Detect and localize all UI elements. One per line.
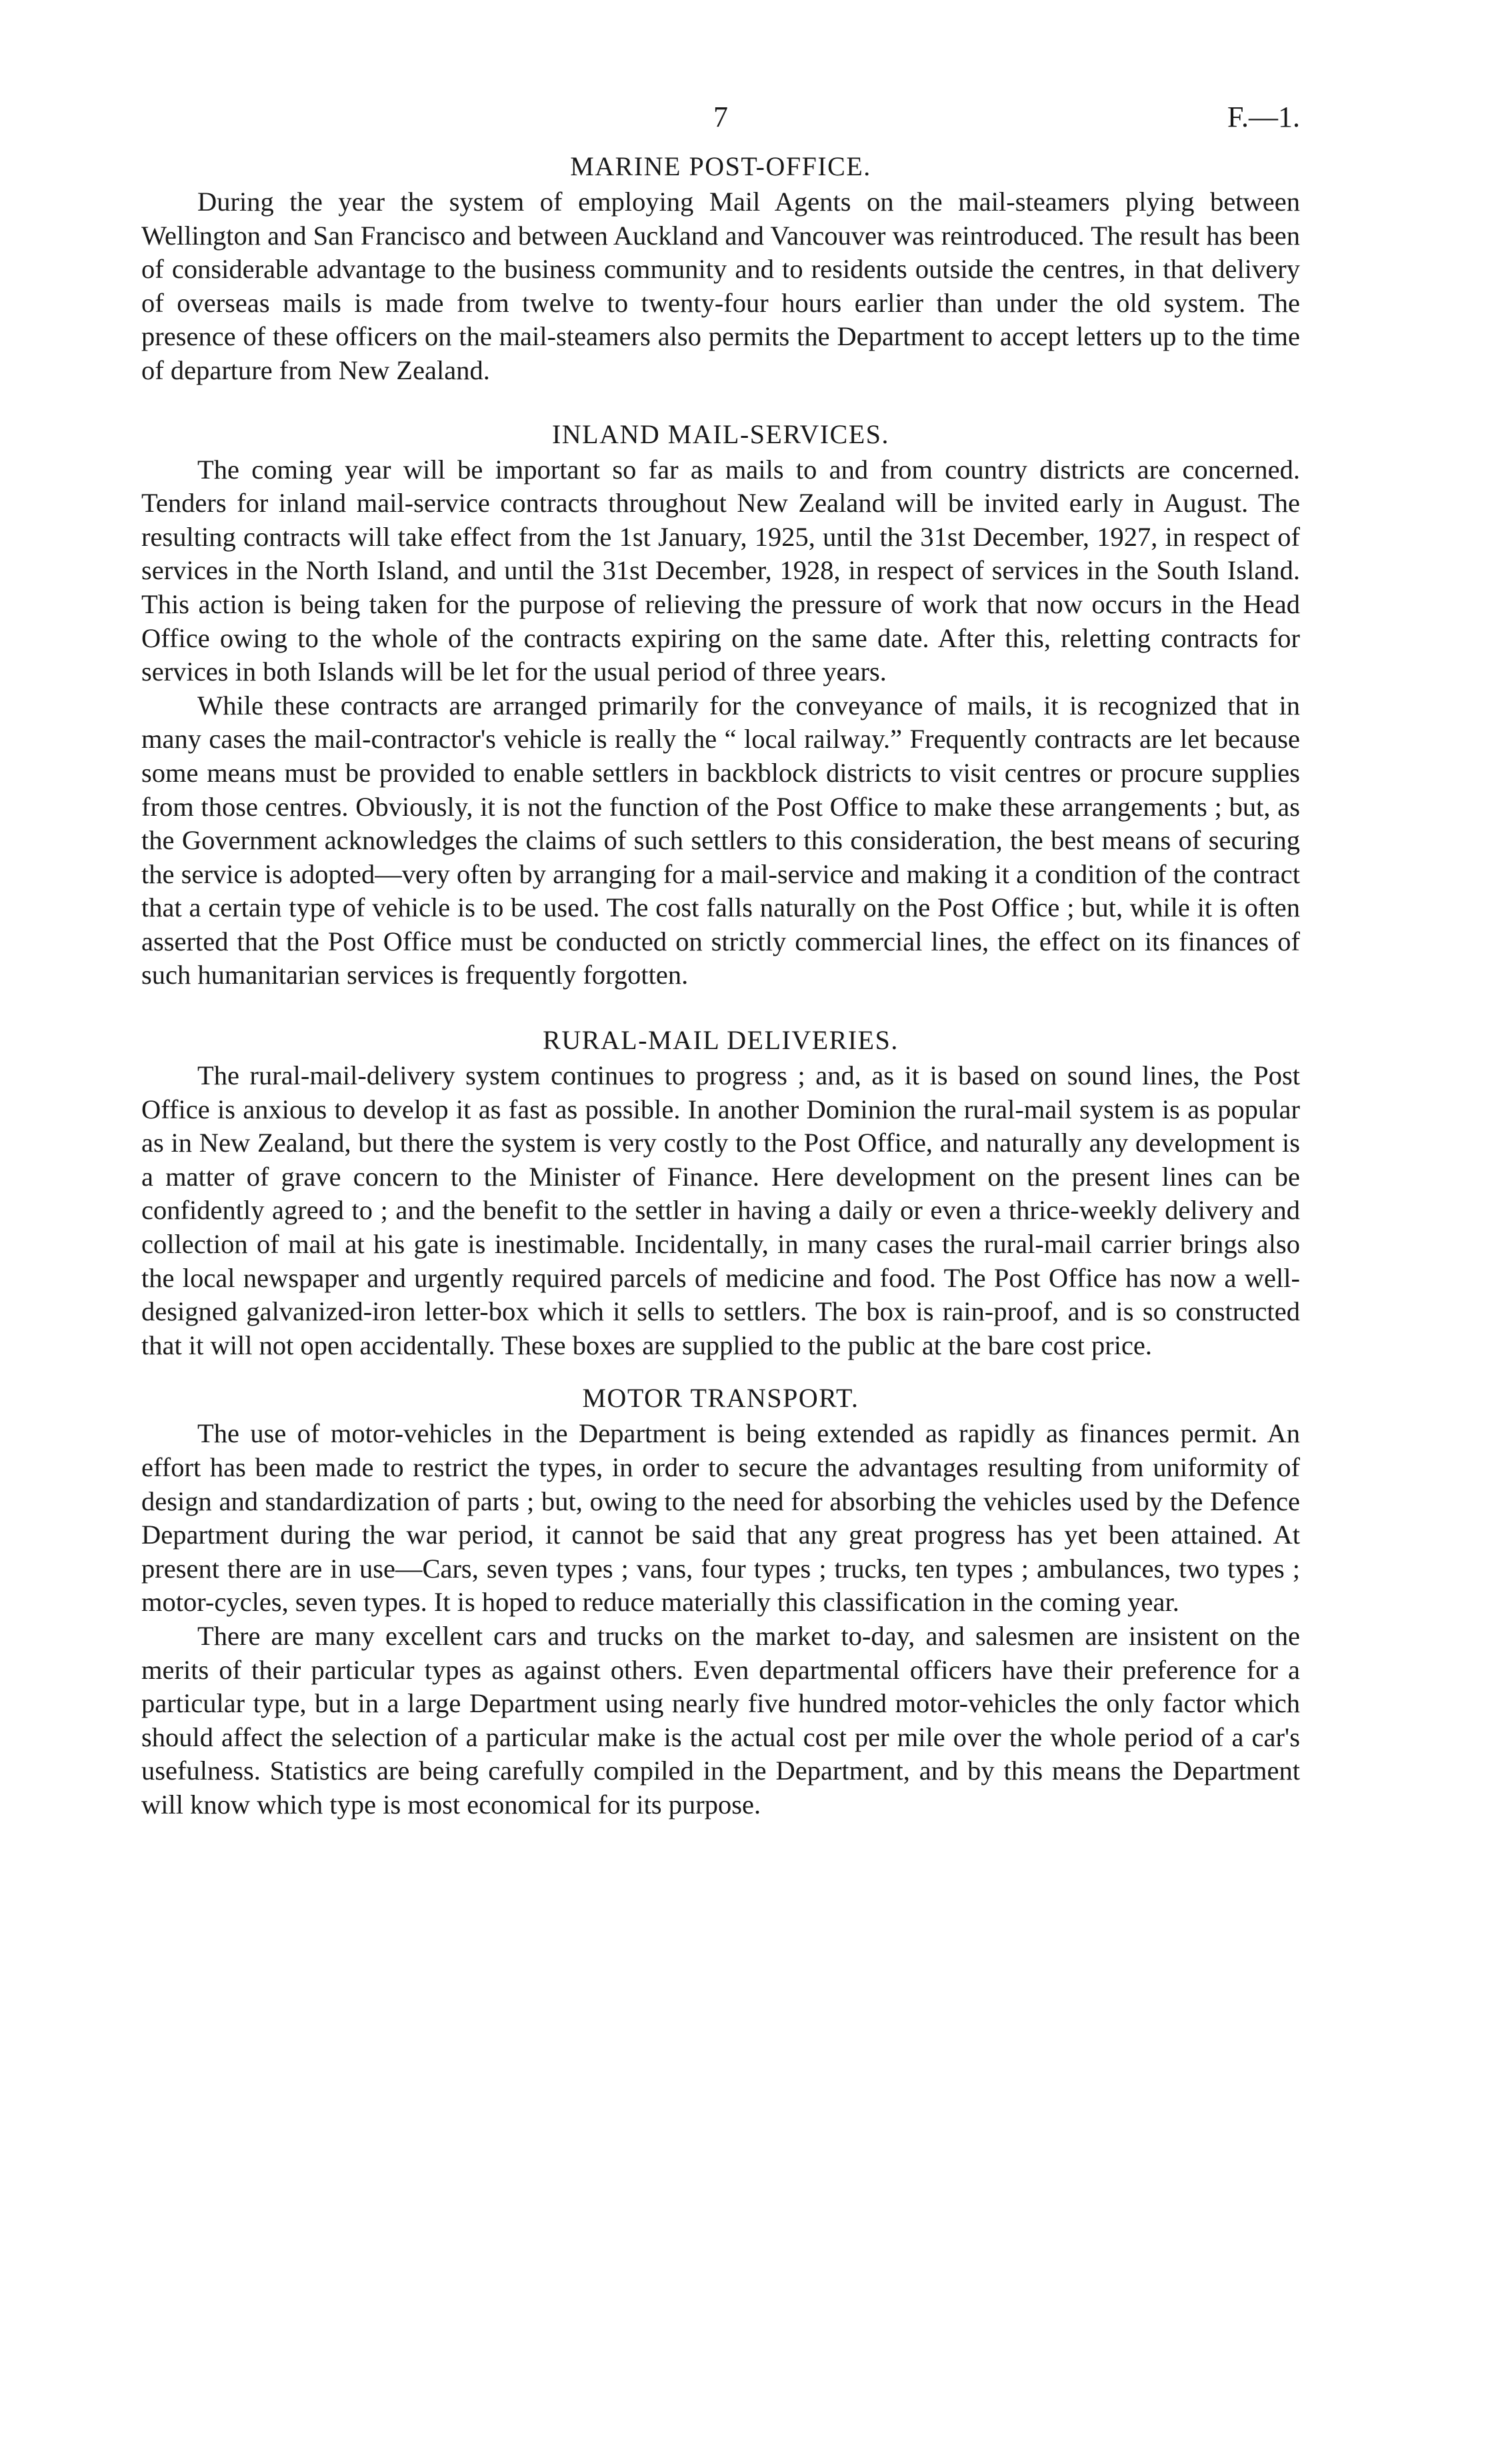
section-heading: RURAL-MAIL DELIVERIES. xyxy=(543,1025,899,1056)
section-rural-mail-deliveries xyxy=(141,1024,1300,1362)
page-header xyxy=(141,100,1300,147)
section-inland-mail-services xyxy=(141,419,1300,993)
section-heading: INLAND MAIL-SERVICES. xyxy=(551,419,890,449)
page-reference: F.—1. xyxy=(1227,101,1300,133)
section-motor-transport xyxy=(141,1382,1300,1822)
section-marine-post-office xyxy=(141,151,1300,388)
document-page xyxy=(141,100,1300,1822)
paragraph: The rural-mail-delivery system continues to progress ; and, as it is based on sound lines, the Post Office is anxious to develop it as fast as possible. In another Dominion the rural-mail system is as popular as in New Zealand, but there the system is very costly to the Post Office, and naturally any development is a matter of grave concern to the Minister of Finance. Here development on the present lines can be confidently agreed to ; and the benefit to the settler in having a daily or even a thrice-weekly delivery and collection of mail at his gate is inestimable. Incidentally, in many cases the rural-mail carrier brings also the local newspaper and urgently required parcels of medicine and food. The Post Office has now a well-designed galvanized-iron letter-box which it sells to settlers. The box is rain-proof, and is so constructed that it will not open accidentally. These boxes are supplied to the public at the bare cost price. xyxy=(141,1060,1300,1360)
paragraph: During the year the system of employing Mail Agents on the mail-steamers plying between Wellington and San Francisco and between Auckland and Vancouver was reintroduced. The result has been of considerable advantage to the business community and to residents outside the centres, in that delivery of overseas mails is made from twelve to twenty-four hours earlier than under the old system. The presence of these officers on the mail-steamers also permits the Department to accept letters up to the time of departure from New Zealand. xyxy=(141,187,1300,385)
page-number: 7 xyxy=(713,101,728,133)
section-heading: MARINE POST-OFFICE. xyxy=(570,151,871,181)
paragraph: The use of motor-vehicles in the Department is being extended as rapidly as finances permit. An effort has been made to restrict the types, in order to secure the advantages resulting from uniformity of design and standardization of parts ; but, owing to the need for absorbing the vehicles used by the Defence Department during the war period, it cannot be said that any great progress has yet been attained. At present there are in use—Cars, seven types ; vans, four types ; trucks, ten types ; ambulances, two types ; motor-cycles, seven types. It is hoped to reduce materially this classification in the coming year. xyxy=(141,1418,1300,1618)
section-heading: MOTOR TRANSPORT. xyxy=(582,1383,859,1414)
paragraph: The coming year will be important so far as mails to and from country districts are concerned. Tenders for inland mail-service contracts throughout New Zealand will be invited early in August. The resulting contracts will take effect from the 1st January, 1925, until the 31st December, 1927, in respect of services in the North Island, and until the 31st December, 1928, in respect of services in the South Island. This action is being taken for the purpose of relieving the pressure of work that now occurs in the Head Office owing to the whole of the contracts expiring on the same date. After this, reletting contracts for services in both Islands will be let for the usual period of three years. xyxy=(141,454,1300,687)
paragraph: While these contracts are arranged primarily for the conveyance of mails, it is recognized that in many cases the mail-contractor's vehicle is really the “ local railway.” Frequently contracts are let because some means must be provided to enable settlers in backblock districts to visit centres or procure supplies from those centres. Obviously, it is not the function of the Post Office to make these arrangements ; but, as the Government acknowledges the claims of such settlers to this consideration, the best means of securing the service is adopted—very often by arranging for a mail-service and making it a condition of the contract that a certain type of vehicle is to be used. The cost falls naturally on the Post Office ; but, while it is often asserted that the Post Office must be conducted on strictly commercial lines, the effect on its finances of such humanitarian services is frequently forgotten. xyxy=(141,690,1300,990)
paragraph: There are many excellent cars and trucks on the market to-day, and salesmen are insistent on the merits of their particular types as against others. Even departmental officers have their preference for a particular type, but in a large Department using nearly five hundred motor-vehicles the only factor which should affect the selection of a particular make is the actual cost per mile over the whole period of a car's usefulness. Statistics are being carefully compiled in the Department, and by this means the Department will know which type is most economical for its purpose. xyxy=(141,1620,1300,1820)
